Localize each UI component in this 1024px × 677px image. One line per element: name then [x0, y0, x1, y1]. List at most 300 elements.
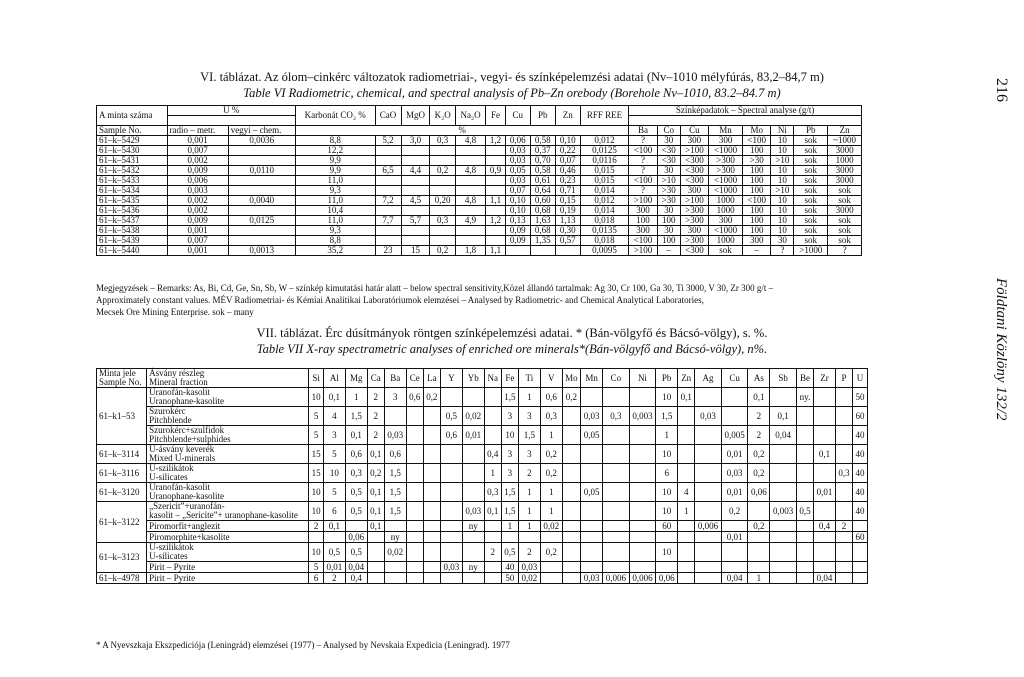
table-cell: >300 [709, 156, 743, 166]
table-cell: 0,57 [555, 236, 580, 246]
table-cell: 0,2 [423, 388, 440, 407]
table-cell [562, 445, 580, 464]
table-cell [770, 483, 797, 502]
table-cell: 0,01 [814, 483, 836, 502]
table-cell [748, 543, 770, 562]
table-cell [562, 532, 580, 543]
table-cell [430, 186, 455, 196]
table-cell [367, 573, 384, 584]
table-cell [228, 146, 295, 156]
table6-row [97, 206, 862, 216]
table-cell: 0,3 [603, 407, 630, 426]
table-cell: 1 [540, 502, 562, 521]
table-cell: 100 [742, 206, 770, 216]
table-cell: 5,2 [375, 136, 401, 146]
table-cell: 0,09 [505, 236, 530, 246]
table-cell [603, 426, 630, 445]
table-cell [603, 502, 630, 521]
table-cell [581, 562, 603, 573]
table-cell [581, 532, 603, 543]
table-cell: 1000 [709, 196, 743, 206]
table-cell: 61–k–5430 [97, 146, 168, 156]
table-cell [423, 426, 440, 445]
page-number: 216 [993, 78, 1010, 102]
table-cell: <100 [629, 146, 657, 156]
table-cell: 0,6 [384, 445, 406, 464]
table-cell [462, 573, 484, 584]
table-cell [835, 407, 852, 426]
table-cell [375, 236, 401, 246]
header-element: La [423, 369, 440, 388]
table-cell: 40 [853, 483, 868, 502]
table-cell: 1,2 [486, 216, 506, 226]
table-cell [440, 502, 462, 521]
table-cell: 0,2 [562, 388, 580, 407]
table-cell [486, 176, 506, 186]
table-cell: >10 [657, 176, 680, 186]
table-cell [228, 236, 295, 246]
table-cell: >30 [742, 156, 770, 166]
table-cell: 10 [309, 502, 324, 521]
table-cell [228, 176, 295, 186]
mineral-fraction: Szurokérc Pitchblende [147, 407, 309, 426]
table-cell [835, 573, 852, 584]
table-cell: 0,60 [530, 196, 555, 206]
table-cell [603, 521, 630, 532]
table-cell [486, 226, 506, 236]
table-cell: sok [828, 236, 862, 246]
table-cell: 1,5 [501, 483, 518, 502]
table-cell [440, 388, 462, 407]
table-cell: 40 [853, 464, 868, 483]
table-cell: 9,3 [295, 226, 375, 236]
table-cell: 0,58 [530, 166, 555, 176]
table-cell [656, 562, 678, 573]
table-cell [629, 521, 656, 532]
table-cell: 0,0013 [228, 246, 295, 256]
table-cell [406, 483, 423, 502]
table6-header-row [97, 106, 862, 116]
table-cell [406, 532, 423, 543]
header-sample: Minta jele Sample No. [97, 369, 147, 388]
mineral-fraction: Pirit – Pyrite [147, 562, 309, 573]
table-cell: <300 [680, 156, 708, 166]
table-cell [814, 426, 836, 445]
table-cell: 2 [323, 573, 345, 584]
table-cell: 15 [309, 464, 324, 483]
table-cell [486, 236, 506, 246]
table-cell: 0,06 [656, 573, 678, 584]
table-cell: 0,2 [748, 445, 770, 464]
table-cell: <300 [680, 176, 708, 186]
table-cell [678, 543, 695, 562]
table-cell: 8,8 [295, 236, 375, 246]
table-cell: 1 [501, 521, 518, 532]
table-cell: 10 [771, 176, 794, 186]
table-cell: 1,5 [501, 502, 518, 521]
table-cell: 100 [629, 216, 657, 226]
table7-row [97, 502, 868, 521]
table-cell: 0,03 [581, 573, 603, 584]
table-cell [695, 502, 722, 521]
table-cell: 60 [853, 532, 868, 543]
table-cell: 300 [680, 226, 708, 236]
table-cell [721, 407, 748, 426]
table-cell: 0,002 [167, 156, 228, 166]
table-cell [406, 521, 423, 532]
table-cell: 0,68 [530, 226, 555, 236]
table-cell: 0,03 [581, 407, 603, 426]
table-cell: 7,7 [375, 216, 401, 226]
table-cell [629, 445, 656, 464]
table-cell [486, 146, 506, 156]
table-cell: sok [794, 166, 828, 176]
table-cell: 0,1 [367, 445, 384, 464]
table-cell: 0,22 [555, 146, 580, 156]
table-cell [540, 532, 562, 543]
table-cell [423, 573, 440, 584]
table-cell: sok [794, 196, 828, 206]
header-element: Zn [828, 126, 862, 136]
table-cell: 40 [853, 426, 868, 445]
table-cell [770, 543, 797, 562]
table-cell [462, 388, 484, 407]
table-cell [748, 502, 770, 521]
table-cell: 1,13 [555, 216, 580, 226]
table-cell: ny. [796, 388, 813, 407]
table-cell: 1000 [828, 156, 862, 166]
table-cell [375, 176, 401, 186]
table-cell: 0,05 [581, 426, 603, 445]
table-cell: 5 [309, 407, 324, 426]
table-cell [853, 543, 868, 562]
table-cell: >10 [771, 186, 794, 196]
table-cell [384, 573, 406, 584]
table-cell: 0,06 [748, 483, 770, 502]
table-cell: 11,0 [295, 176, 375, 186]
table-cell: 100 [742, 146, 770, 156]
table-cell: sok [794, 216, 828, 226]
table-cell: 0,001 [167, 246, 228, 256]
table-cell: 0,012 [580, 196, 629, 206]
table-cell: 5 [309, 562, 324, 573]
table-cell: 0,2 [540, 543, 562, 562]
table-cell: 0,10 [505, 196, 530, 206]
table-cell: 0,6 [345, 445, 367, 464]
header-element: Fe [501, 369, 518, 388]
table-cell [384, 521, 406, 532]
table-cell: 61–k–5436 [97, 206, 168, 216]
table-cell [486, 206, 506, 216]
table-cell: 300 [709, 216, 743, 226]
header-element: As [748, 369, 770, 388]
table-cell [796, 464, 813, 483]
table-cell: 4,5 [401, 196, 430, 206]
table-cell: 0,37 [530, 146, 555, 156]
table6-row [97, 186, 862, 196]
table-cell [406, 407, 423, 426]
table-cell [678, 573, 695, 584]
table-cell [562, 573, 580, 584]
table-cell: 100 [742, 186, 770, 196]
table-cell: 0,5 [501, 543, 518, 562]
table-cell [440, 521, 462, 532]
table-cell: 5 [323, 445, 345, 464]
table-cell: 4,9 [455, 216, 485, 226]
table-cell: 0,02 [384, 543, 406, 562]
table-cell: 10 [656, 483, 678, 502]
header-element: Ca [367, 369, 384, 388]
table-cell: 3000 [828, 166, 862, 176]
table-cell [695, 445, 722, 464]
table-cell [581, 388, 603, 407]
table-cell: 1,2 [486, 136, 506, 146]
table-cell: 0,6 [406, 388, 423, 407]
table-cell: 61–k–5438 [97, 226, 168, 236]
table-cell: 0,0040 [228, 196, 295, 206]
table-cell: 0,002 [167, 206, 228, 216]
table-cell [695, 464, 722, 483]
table-cell [629, 388, 656, 407]
header-element: P [835, 369, 852, 388]
table-cell: 0,07 [555, 156, 580, 166]
table-cell [770, 388, 797, 407]
header-element: Si [309, 369, 324, 388]
table-cell [796, 573, 813, 584]
table-cell [430, 176, 455, 186]
table-cell: 5 [323, 483, 345, 502]
table-cell: 0,2 [540, 464, 562, 483]
table-cell: 0,2 [721, 502, 748, 521]
table-cell: 6 [309, 573, 324, 584]
table-cell [814, 562, 836, 573]
table-cell [455, 206, 485, 216]
table6-caption: VI. táblázat. Az ólom–cinkérc változatok radiometriai-, vegyi- és színképelemzési adatai (Nv–1010 mélyfúrás, 83,2–84,7 m) [200, 70, 824, 84]
table-cell [603, 532, 630, 543]
table-cell: 6 [323, 502, 345, 521]
table6 [96, 105, 862, 256]
table-cell [406, 573, 423, 584]
header-spectral: Színképadatok – Spectral analyse (g/t) [629, 106, 862, 116]
table-cell [406, 426, 423, 445]
table-cell: 1,5 [345, 407, 367, 426]
table-cell: sok [794, 206, 828, 216]
table-cell: 0,03 [505, 176, 530, 186]
table-cell [484, 532, 501, 543]
table-cell: 0,07 [505, 186, 530, 196]
table-cell: 0,3 [430, 216, 455, 226]
table-cell: 10 [656, 445, 678, 464]
header-element: Ag [695, 369, 722, 388]
table-cell: 0,64 [530, 186, 555, 196]
table-cell [562, 407, 580, 426]
table-cell: 100 [742, 166, 770, 176]
table-cell: >1000 [794, 246, 828, 256]
table6-row [97, 176, 862, 186]
table-cell [423, 464, 440, 483]
table-cell [562, 521, 580, 532]
table-cell: 4,8 [455, 136, 485, 146]
table6-row [97, 216, 862, 226]
table-cell: 6 [656, 464, 678, 483]
header-element: Co [657, 126, 680, 136]
table-cell: >100 [680, 196, 708, 206]
table-cell: 2 [367, 388, 384, 407]
header-cao: CaO [375, 106, 401, 126]
sample-id: 61–k–3116 [97, 464, 147, 483]
table-cell [440, 445, 462, 464]
table-cell: 100 [742, 176, 770, 186]
table-cell: 0,1 [345, 426, 367, 445]
table-cell [401, 156, 430, 166]
table-cell: 1,1 [486, 196, 506, 206]
table6-row [97, 236, 862, 246]
table-cell [581, 464, 603, 483]
table-cell: 0,01 [721, 445, 748, 464]
table-cell: ? [629, 166, 657, 176]
table-cell: 0,007 [167, 146, 228, 156]
table-cell: 1 [518, 483, 540, 502]
table-cell: 2 [518, 464, 540, 483]
table7-header-row [97, 369, 868, 388]
table-cell [518, 532, 540, 543]
table-cell: 3 [501, 464, 518, 483]
table-cell: 0,01 [323, 562, 345, 573]
table-cell: 1,5 [501, 388, 518, 407]
table-cell: 0,0125 [580, 146, 629, 156]
table-cell: 0,015 [580, 166, 629, 176]
table-cell: 3 [518, 407, 540, 426]
table7-row [97, 573, 868, 584]
table-cell: 1,5 [384, 483, 406, 502]
table-cell [562, 426, 580, 445]
table-cell: 0,0036 [228, 136, 295, 146]
header-mineral: Ásvány részleg Mineral fraction [147, 369, 309, 388]
table-cell: 100 [742, 216, 770, 226]
table-cell: 60 [656, 521, 678, 532]
sample-id: 61–k–3122 [97, 502, 147, 543]
table-cell [406, 464, 423, 483]
table-cell: 0,018 [580, 236, 629, 246]
table-cell [367, 532, 384, 543]
table-cell [581, 521, 603, 532]
table6-row [97, 156, 862, 166]
table-cell [462, 483, 484, 502]
mineral-fraction: „Szericit”+uranofán- kasolit – „Sericite”+ uranophane-kasolite [147, 502, 309, 521]
header-element: Pb [794, 126, 828, 136]
mineral-fraction: Piromorphite+kasolite [147, 532, 309, 543]
table-cell [440, 573, 462, 584]
table-cell [228, 206, 295, 216]
table-cell: 0,03 [384, 426, 406, 445]
table-cell [562, 483, 580, 502]
table-cell: 0,5 [323, 543, 345, 562]
table-cell [430, 156, 455, 166]
table-cell: 0,01 [721, 483, 748, 502]
table-cell: 4 [678, 483, 695, 502]
table-cell: 0,15 [555, 196, 580, 206]
sample-id: 61–k–4978 [97, 573, 147, 584]
table-cell [721, 388, 748, 407]
table-cell [375, 156, 401, 166]
table-cell: 0,02 [518, 573, 540, 584]
table-cell: 1 [540, 483, 562, 502]
table-cell [423, 543, 440, 562]
table-cell: 61–k–5429 [97, 136, 168, 146]
header-element: Zr [814, 369, 836, 388]
mineral-fraction: Uranofán-kasolit Uranophane-kasolite [147, 388, 309, 407]
table6-row [97, 246, 862, 256]
table-cell: 1,5 [384, 464, 406, 483]
table-cell: 1,5 [518, 426, 540, 445]
mineral-fraction: U-szilikátok U-silicates [147, 464, 309, 483]
table-cell [384, 407, 406, 426]
header-element: Be [796, 369, 813, 388]
table7-caption-en: Table VII X-ray spectrametric analyses of enriched ore minerals*(Bán-völgyfő and Bácsó-völgy), n%. [256, 342, 768, 356]
table-cell: 10 [309, 388, 324, 407]
table-cell: 0,30 [555, 226, 580, 236]
table-cell: 61–k–5435 [97, 196, 168, 206]
table-cell [853, 562, 868, 573]
table-cell: 5,7 [401, 216, 430, 226]
table-cell: <1000 [709, 186, 743, 196]
table-cell: 0,1 [323, 388, 345, 407]
table-cell: 0,3 [540, 407, 562, 426]
table-cell [484, 521, 501, 532]
table-cell [562, 562, 580, 573]
table-cell: 10 [771, 146, 794, 156]
table-cell [770, 532, 797, 543]
table-cell [430, 226, 455, 236]
table-cell [401, 226, 430, 236]
table-cell: >30 [657, 196, 680, 206]
sample-id: 61–k–3114 [97, 445, 147, 464]
table-cell: sok [828, 226, 862, 236]
table-cell [678, 562, 695, 573]
table-cell: 10 [656, 543, 678, 562]
table-cell: 300 [742, 236, 770, 246]
table-cell: 0,006 [167, 176, 228, 186]
table-cell: 0,0135 [580, 226, 629, 236]
table-cell: 3 [501, 445, 518, 464]
table-cell: 10 [656, 388, 678, 407]
table-cell: 0,1 [484, 502, 501, 521]
table-cell [814, 532, 836, 543]
table-cell: 0,1 [367, 521, 384, 532]
table-cell [540, 562, 562, 573]
table-cell [505, 246, 530, 256]
table-cell [629, 464, 656, 483]
header-element: Mg [345, 369, 367, 388]
table-cell: 0,05 [581, 483, 603, 502]
table6-header-row [97, 126, 862, 136]
table-cell: <30 [657, 156, 680, 166]
table-cell: 100 [657, 216, 680, 226]
table-cell: 0,4 [484, 445, 501, 464]
table-cell: 0,01 [721, 532, 748, 543]
table-cell: <300 [680, 166, 708, 176]
table-cell [484, 573, 501, 584]
table7-caption: VII. táblázat. Érc dúsítmányok röntgen színképelemzési adatai. * (Bán-völgyfő és Bácsó-völgy), s. %. [256, 326, 768, 340]
table-cell: 0,006 [603, 573, 630, 584]
table-cell: 0,10 [505, 206, 530, 216]
table-cell: 0,46 [555, 166, 580, 176]
table-cell: 0,03 [462, 502, 484, 521]
table-cell [462, 445, 484, 464]
table-cell [486, 156, 506, 166]
table-cell: 1 [484, 464, 501, 483]
table-cell [562, 543, 580, 562]
